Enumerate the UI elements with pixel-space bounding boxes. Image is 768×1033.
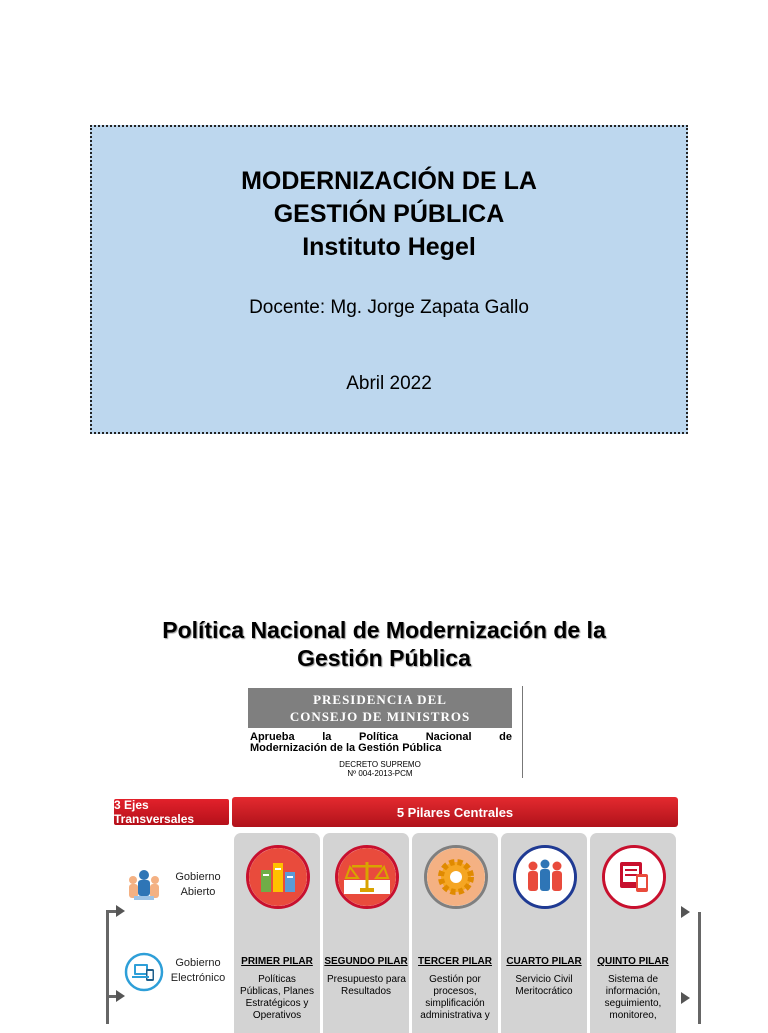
slide2-title [100, 616, 668, 672]
pillar-desc-line: Presupuesto para [327, 974, 406, 985]
pillar-description [505, 974, 583, 998]
slide2-title-line-1: Política Nacional de Modernización de la [162, 617, 606, 643]
pillar-desc-line: Políticas [258, 974, 296, 985]
axis-label [168, 956, 228, 986]
information-system-icon [602, 845, 666, 909]
axis-label-line-1: Gobierno [175, 957, 221, 969]
arrow-right-icon [681, 992, 690, 1004]
pillar-description [594, 974, 672, 1022]
decree-banner-line-1: PRESIDENCIA DEL [313, 692, 447, 707]
pillar-desc-line: Gestión por [429, 974, 481, 985]
pillar-desc-line: Públicas, Planes [240, 986, 314, 997]
title-line-1: MODERNIZACIÓN DE LA [241, 167, 537, 195]
pillar-desc-line: Operativos [252, 1010, 302, 1021]
docente-text: Docente: Mg. Jorge Zapata Gallo [249, 297, 529, 318]
decree-banner [248, 688, 512, 728]
pillar-desc-line: Resultados [340, 986, 392, 997]
presentation-title [92, 165, 686, 264]
decree-number [248, 760, 512, 778]
axis-label-line-2: Electrónico [170, 972, 226, 984]
ejes-transversales-label: 3 Ejes Transversales [114, 799, 229, 825]
pillar-quinto [590, 833, 676, 1033]
pillar-name: SEGUNDO PILAR [324, 956, 408, 967]
pillar-desc-line: simplificación [425, 998, 485, 1009]
pillar-desc-line: monitoreo, [609, 1010, 657, 1021]
pillar-cuarto [501, 833, 587, 1033]
decree-small-line-1: DECRETO SUPREMO [339, 760, 421, 769]
decree-image [248, 686, 523, 778]
pillar-description [416, 974, 494, 1022]
devices-icon [124, 952, 164, 992]
title-line-3: Instituto Hegel [302, 233, 476, 261]
frame-line-right [698, 912, 701, 1024]
pillar-segundo [323, 833, 409, 1033]
pillar-primer [234, 833, 320, 1033]
pillar-desc-line: Meritocrático [515, 986, 573, 997]
pillar-desc-line: Estratégicos y [245, 998, 309, 1009]
arrow-right-icon [116, 905, 125, 917]
axis-label-line-2: Abierto [180, 886, 216, 898]
pillar-desc-line: Servicio Civil [515, 974, 573, 985]
decree-banner-line-2: CONSEJO DE MINISTROS [289, 709, 471, 724]
pillar-desc-line: seguimiento, [604, 998, 662, 1009]
title-slide-box [90, 125, 688, 434]
pillar-desc-line: Sistema de [607, 974, 659, 985]
pillar-description [238, 974, 316, 1022]
pillar-name: CUARTO PILAR [506, 956, 582, 967]
decree-small-line-2: Nº 004-2013-PCM [347, 769, 413, 778]
title-line-2: GESTIÓN PÚBLICA [273, 200, 505, 228]
frame-line-left [106, 910, 109, 1024]
pillar-name: PRIMER PILAR [241, 956, 313, 967]
policy-charts-icon [246, 845, 310, 909]
pillar-desc-line: procesos, [433, 986, 477, 997]
pillar-name: QUINTO PILAR [597, 956, 669, 967]
pillar-description [327, 974, 405, 998]
people-group-icon [124, 866, 164, 906]
pillar-desc-line: información, [605, 986, 661, 997]
pillar-name: TERCER PILAR [418, 956, 492, 967]
axis-label [168, 870, 228, 900]
axis-label-line-1: Gobierno [175, 871, 221, 883]
decree-text-line-2: Modernización de la Gestión Pública [250, 742, 442, 754]
decree-text [250, 732, 512, 754]
arrow-right-icon [681, 906, 690, 918]
pilares-centrales-label: 5 Pilares Centrales [232, 797, 678, 827]
date-text: Abril 2022 [346, 373, 432, 394]
decree-text-line-1: Aprueba la Política Nacional de [250, 731, 512, 743]
gears-icon [424, 845, 488, 909]
pillar-tercer [412, 833, 498, 1033]
slide2-title-line-2: Gestión Pública [297, 645, 471, 671]
budget-scale-icon [335, 845, 399, 909]
civil-servants-icon [513, 845, 577, 909]
pillar-desc-line: administrativa y [420, 1010, 490, 1021]
